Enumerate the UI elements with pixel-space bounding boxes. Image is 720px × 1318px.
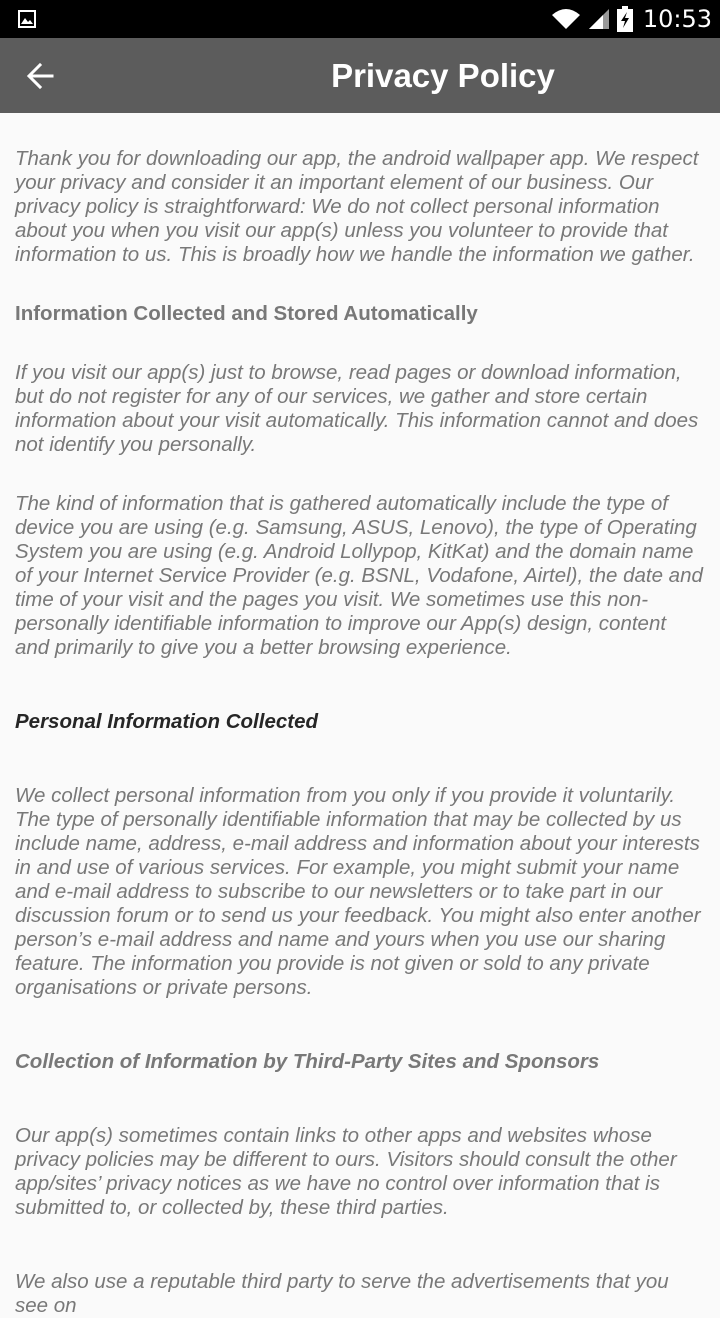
section2-paragraph-1: We collect personal information from you only if you provide it voluntarily. The type of personally identifiable information that may be collected by us include name, address, e-mail address and information about your interests in and use of various services. For example, you might submit your name and e-mail address to subscribe to our newsletters or to take part in our discussion forum or to send us your feedback. You might also enter another person’s e-mail address and name and yours when you use our sharing feature. The information you provide is not given or sold to any private organisations or private persons. [15, 784, 701, 999]
section-heading-personal-info: Personal Information Collected [15, 710, 318, 733]
status-time: 10:53 [642, 5, 712, 33]
status-bar [0, 0, 720, 38]
section1-paragraph-1: If you visit our app(s) just to browse, read pages or download information, but do not register for any of our services, we gather and store certain information about your visit automatically. This information cannot and does not identify you personally. [15, 361, 699, 456]
app-bar [0, 38, 720, 113]
page-title: Privacy Policy [331, 57, 555, 94]
section-heading-auto-info: Information Collected and Stored Automatically [15, 302, 478, 325]
section1-paragraph-2: The kind of information that is gathered automatically include the type of device you are using (e.g. Samsung, ASUS, Lenovo), the type of Operating System you are using (e.g. Android Lollypop, KitKat) and the domain name of your Internet Service Provider (e.g. BSNL, Vodafone, Airtel), the date and time of your visit and the pages you visit. We sometimes use this non-personally identifiable information to improve our App(s) design, content and primarily to give you a better browsing experience. [15, 492, 703, 659]
privacy-policy-content[interactable] [0, 113, 720, 1317]
section3-paragraph-1: Our app(s) sometimes contain links to other apps and websites whose privacy policies may be different to ours. Visitors should consult the other app/sites’ privacy notices as we have no control over information that is submitted to, or collected by, these third parties. [15, 1124, 677, 1219]
image-notification-icon [18, 10, 36, 28]
intro-paragraph: Thank you for downloading our app, the android wallpaper app. We respect your privacy and consider it an important element of our business. Our privacy policy is straightforward: We do not collect personal information about you when you visit our app(s) unless you volunteer to provide that information to us. This is broadly how we handle the information we gather. [15, 147, 699, 266]
battery-icon [617, 6, 633, 32]
cell-signal-icon [587, 7, 611, 31]
status-icons [551, 0, 712, 38]
wifi-icon [551, 7, 581, 31]
section3-paragraph-2: We also use a reputable third party to serve the advertisements that you see on [15, 1270, 669, 1317]
section-heading-third-party: Collection of Information by Third-Party Sites and Sponsors [15, 1050, 600, 1073]
